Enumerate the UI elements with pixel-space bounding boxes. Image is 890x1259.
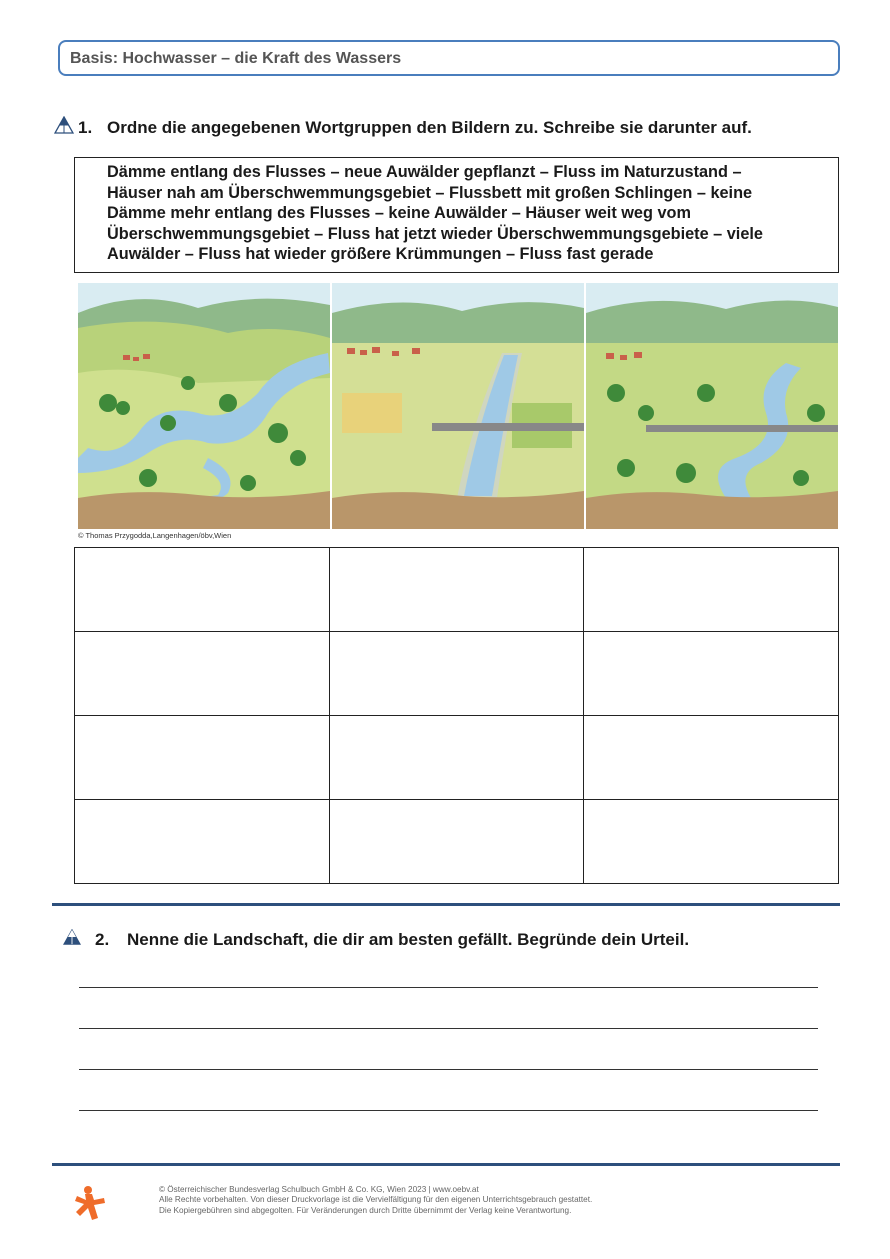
answer-cell[interactable] [329,632,584,716]
river-straightened-illustration [332,283,584,529]
answer-cell[interactable] [75,548,330,632]
footer-line: Alle Rechte vorbehalten. Von dieser Druckvorlage ist die Vervielfältigung für den eigenen Unterrichtsgebrauch gestattet. [159,1195,593,1205]
footer-copyright [159,1185,592,1216]
task1-instruction: Ordne die angegebenen Wortgruppen den Bildern zu. Schreibe sie darunter auf. [107,118,752,137]
task2-instruction: Nenne die Landschaft, die dir am besten gefällt. Begründe dein Urteil. [127,930,690,949]
worksheet-title: Basis: Hochwasser – die Kraft des Wassers [70,50,402,67]
answer-line[interactable] [79,1069,818,1070]
answer-cell[interactable] [329,716,584,800]
image-credit: © Thomas Przygodda,Langenhagen/öbv,Wien [78,531,232,540]
footer-line: Die Kopiergebühren sind abgegolten. Für Veränderungen durch Dritte übernimmt der Verlag keine Verantwortung. [159,1205,572,1215]
task1-number: 1. [78,118,93,137]
river-restored-illustration [586,283,838,529]
word-line: Häuser nah am Überschwemmungsgebiet – Flussbett mit großen Schlingen – keine [107,183,753,202]
word-groups-box [74,157,839,273]
level-pyramid-icon [63,929,81,945]
footer-divider [52,1163,840,1166]
level-pyramid-icon [54,116,74,134]
answer-cell[interactable] [75,800,330,884]
answer-line[interactable] [79,1110,818,1111]
worksheet-title-box [58,40,840,76]
answer-grid [74,547,839,884]
answer-cell[interactable] [584,800,839,884]
answer-line[interactable] [79,987,818,988]
answer-cell[interactable] [75,632,330,716]
section-divider [52,903,840,906]
answer-cell[interactable] [584,716,839,800]
word-line: Dämme entlang des Flusses – neue Auwälder gepflanzt – Fluss im Naturzustand – [107,163,742,181]
answer-cell[interactable] [329,800,584,884]
word-line: Überschwemmungsgebiet – Fluss hat jetzt wieder Überschwemmungsgebiete – viele [107,224,763,243]
answer-cell[interactable] [584,632,839,716]
river-natural-state-illustration [78,283,330,529]
word-line: Auwälder – Fluss hat wieder größere Krümmungen – Fluss fast gerade [107,245,654,264]
answer-cell[interactable] [584,548,839,632]
task2-number: 2. [95,930,110,949]
word-line: Dämme mehr entlang des Flusses – keine Auwälder – Häuser weit weg vom [107,204,691,223]
publisher-logo-icon [72,1184,108,1222]
answer-line[interactable] [79,1028,818,1029]
answer-cell[interactable] [75,716,330,800]
answer-cell[interactable] [329,548,584,632]
footer-line: © Österreichischer Bundesverlag Schulbuch GmbH & Co. KG, Wien 2023 | www.oebv.at [159,1185,479,1194]
